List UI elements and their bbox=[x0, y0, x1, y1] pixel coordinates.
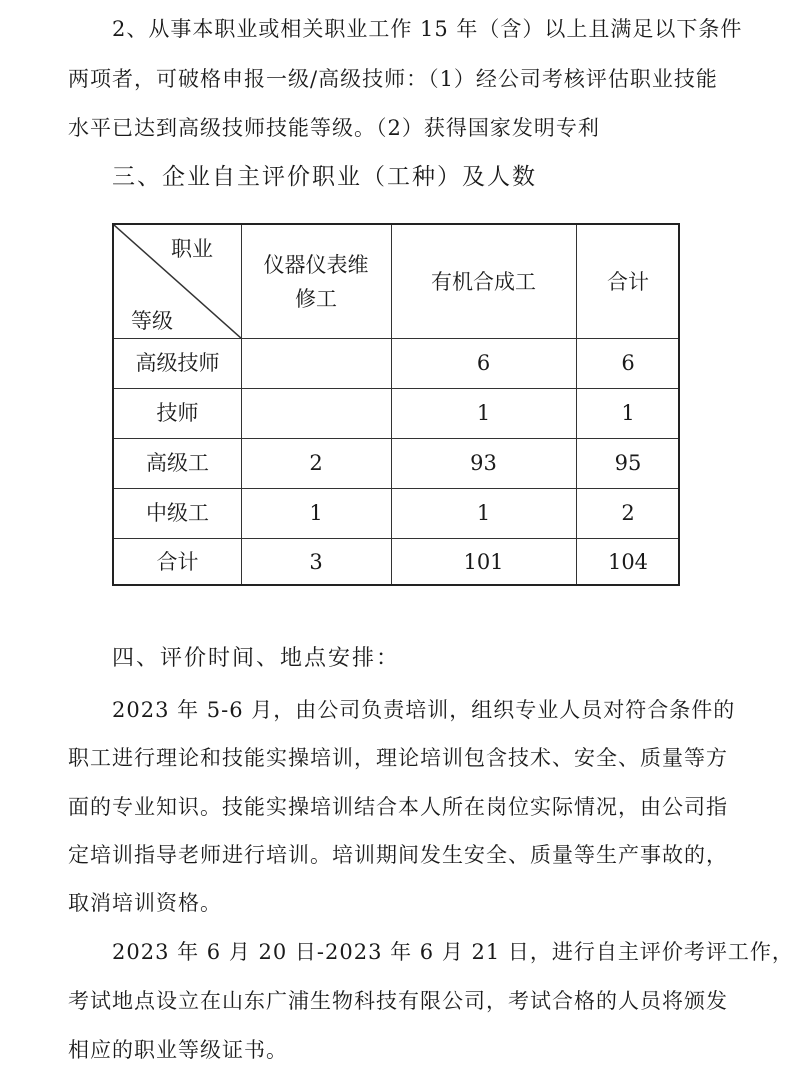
text-line: 职工进行理论和技能实操培训，理论培训包含技术、安全、质量等方 bbox=[68, 746, 728, 770]
text-line: 2023 年 6 月 20 日-2023 年 6 月 21 日，进行自主评价考评工作， bbox=[112, 940, 794, 964]
table-cell: 104 bbox=[607, 550, 649, 574]
text-line: 考试地点设立在山东广浦生物科技有限公司，考试合格的人员将颁发 bbox=[68, 989, 728, 1013]
corner-label-level: 等级 bbox=[131, 309, 173, 333]
table-cell: 6 bbox=[621, 351, 635, 375]
row-level-label: 高级技师 bbox=[135, 351, 220, 375]
text-line: 相应的职业等级证书。 bbox=[68, 1038, 288, 1062]
row-level-label: 合计 bbox=[156, 550, 199, 574]
table-cell: 93 bbox=[470, 451, 497, 475]
table-cell: 1 bbox=[476, 401, 491, 425]
text-line: 面的专业知识。技能实操培训结合本人所在岗位实际情况，由公司指 bbox=[68, 795, 728, 819]
table-cell: 101 bbox=[463, 550, 504, 574]
row-level-label: 高级工 bbox=[146, 451, 209, 475]
table-cell: 2 bbox=[309, 451, 323, 475]
personnel-table bbox=[112, 223, 680, 586]
section-heading: 三、企业自主评价职业（工种）及人数 bbox=[112, 164, 537, 190]
table-cell: 1 bbox=[476, 501, 491, 525]
table-cell bbox=[241, 338, 391, 388]
table-cell: 1 bbox=[309, 501, 323, 525]
text-line: 2、从事本职业或相关职业工作 15 年（含）以上且满足以下条件 bbox=[112, 17, 743, 41]
corner-label-occupation: 职业 bbox=[171, 237, 213, 261]
table-cell: 1 bbox=[621, 401, 635, 425]
section-heading: 四、评价时间、地点安排： bbox=[112, 646, 401, 671]
table-cell bbox=[241, 388, 391, 438]
row-level-label: 中级工 bbox=[146, 501, 209, 525]
table-cell: 3 bbox=[309, 550, 323, 574]
text-line: 水平已达到高级技师技能等级。（2）获得国家发明专利 bbox=[68, 116, 600, 140]
text-line: 取消培训资格。 bbox=[68, 891, 222, 915]
text-line: 2023 年 5-6 月，由公司负责培训，组织专业人员对符合条件的 bbox=[112, 698, 736, 722]
table-cell: 6 bbox=[476, 351, 491, 375]
column-header: 合计 bbox=[607, 269, 649, 294]
table-cell: 2 bbox=[621, 501, 635, 525]
column-header: 有机合成工 bbox=[431, 269, 536, 294]
text-line: 定培训指导老师进行培训。培训期间发生安全、质量等生产事故的， bbox=[68, 843, 728, 867]
table-cell: 95 bbox=[614, 451, 642, 475]
row-level-label: 技师 bbox=[156, 401, 199, 425]
text-line: 两项者，可破格申报一级/高级技师：（1）经公司考核评估职业技能 bbox=[68, 67, 718, 91]
column-header: 仪器仪表维修工 bbox=[263, 252, 369, 311]
